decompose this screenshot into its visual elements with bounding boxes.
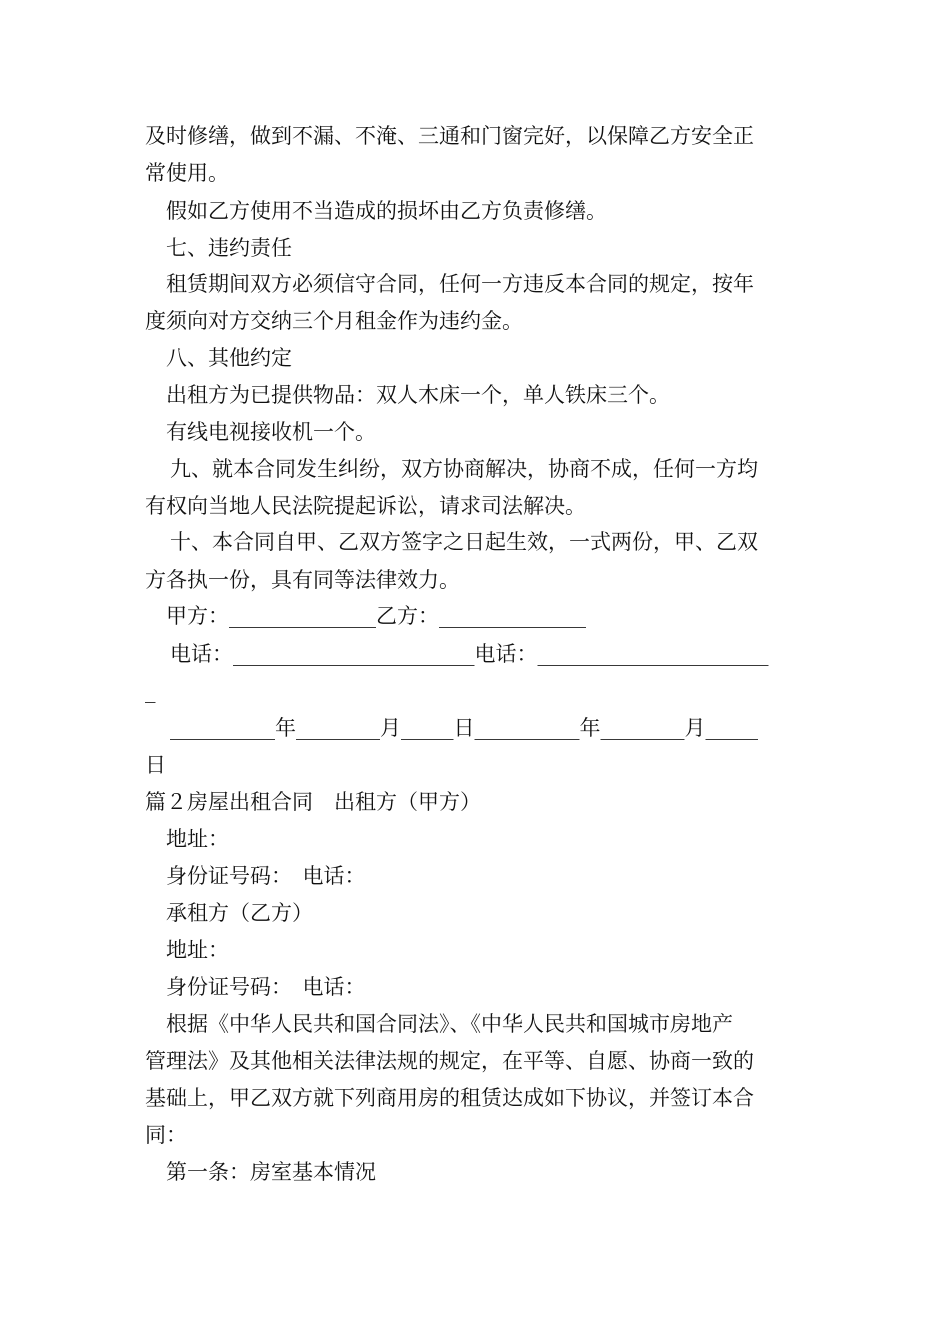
section-heading: 第一条：房室基本情况 [166,1160,376,1184]
text-line: 及时修缮，做到不漏、不淹、三通和门窗完好，以保障乙方安全正 [145,124,754,148]
text-line: 常使用。 [145,161,229,185]
text-line: 承租方（乙方） [166,901,313,925]
section-heading: 七、违约责任 [166,236,292,260]
contract-title: 篇２房屋出租合同 出租方（甲方） [145,790,481,814]
text-line: 九、就本合同发生纠纷，双方协商解决，协商不成，任何一方均 [170,457,758,481]
signature-line-parties: 甲方：______________乙方：______________ [166,604,586,628]
text-line: 日 [145,753,166,777]
text-line: 同： [145,1123,187,1147]
text-line: 基础上，甲乙双方就下列商用房的租赁达成如下协议，并签订本合 [145,1086,754,1110]
text-line: 方各执一份，具有同等法律效力。 [145,568,460,592]
text-line: 身份证号码： 电话： [166,864,366,888]
text-line: 出租方为已提供物品：双人木床一个，单人铁床三个。 [166,383,670,407]
text-line: 十、本合同自甲、乙双方签字之日起生效，一式两份，甲、乙双 [170,530,758,554]
text-line: 有权向当地人民法院提起诉讼，请求司法解决。 [145,494,586,518]
text-line: 地址： [166,827,229,851]
text-line: 身份证号码： 电话： [166,975,366,999]
text-line: 地址： [166,938,229,962]
signature-line-phones: 电话：_______________________电话：______________________ [170,642,769,666]
text-line: 有线电视接收机一个。 [166,420,376,444]
signature-line-dates: __________年________月_____日__________年________月_____ [170,716,758,740]
text-line: 度须向对方交纳三个月租金作为违约金。 [145,309,523,333]
text-line: 管理法》及其他相关法律法规的规定，在平等、自愿、协商一致的 [145,1049,754,1073]
text-line: 假如乙方使用不当造成的损坏由乙方负责修缮。 [166,199,607,223]
section-heading: 八、其他约定 [166,346,292,370]
text-line: 租赁期间双方必须信守合同，任何一方违反本合同的规定，按年 [166,272,754,296]
text-line: 根据《中华人民共和国合同法》、《中华人民共和国城市房地产 [166,1012,733,1036]
text-line: _ [145,679,156,703]
